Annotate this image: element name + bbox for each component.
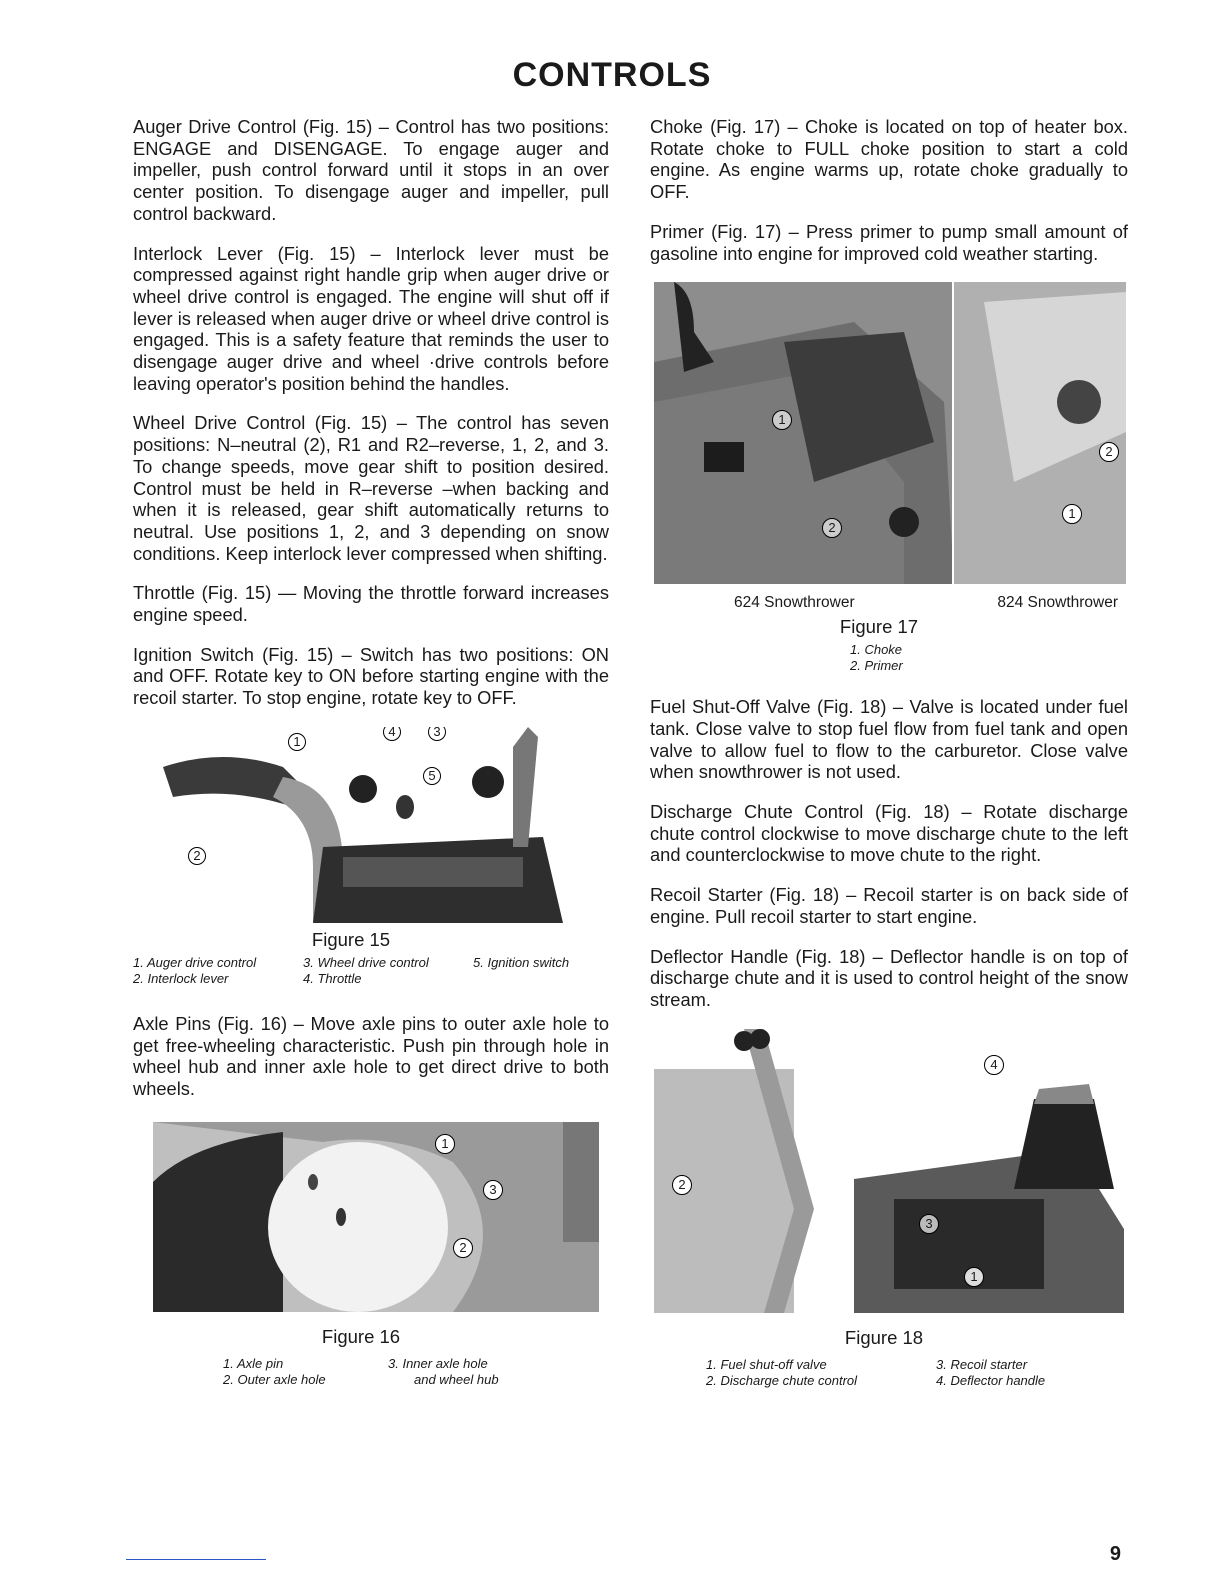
legend-item: 1. Fuel shut-off valve — [706, 1356, 827, 1372]
figure-15-photo — [143, 727, 573, 923]
discharge-chute-paragraph: Discharge Chute Control (Fig. 18) – Rotate discharge chute control clockwise to move discharge chute to the left and counterclockwise to move chute to the right. — [650, 801, 1128, 866]
callout-1: 1 — [1062, 504, 1082, 524]
figure-18-photo — [654, 1029, 1124, 1313]
figure-16-legend — [223, 1356, 609, 1388]
figure-17 — [650, 282, 1128, 674]
sub-label-824: 824 Snowthrower — [997, 594, 1118, 612]
figure-15 — [133, 727, 609, 987]
legend-item: 1. Choke — [850, 642, 903, 658]
figure-18 — [650, 1029, 1128, 1389]
legend-item: 3. Wheel drive control — [303, 954, 429, 970]
legend-item — [473, 971, 613, 987]
legend-item: 4. Throttle — [303, 970, 362, 986]
page-title: CONTROLS — [512, 56, 712, 94]
callout-2: 2 — [672, 1175, 692, 1195]
right-column — [650, 116, 1128, 1389]
wheel-drive-paragraph: Wheel Drive Control (Fig. 15) – The control has seven positions: N–neutral (2), R1 and R2–reverse, 1, 2, and 3. To change speeds, move gear shift to position desired. Control must be held in R–reverse –when backing and when it is released, gear shift automatically returns to neutral. Use positions 1, 2, and 3 depending on snow conditions. Keep interlock lever compressed when shifting. — [133, 412, 609, 564]
footer-divider — [126, 1559, 266, 1560]
figure-17-legend — [850, 642, 1128, 674]
callout-1: 1 — [288, 733, 306, 751]
legend-item: 4. Deflector handle — [936, 1372, 1046, 1388]
callout-2: 2 — [1099, 442, 1119, 462]
legend-item: 2. Primer — [850, 658, 903, 674]
callout-2: 2 — [822, 518, 842, 538]
auger-drive-paragraph: Auger Drive Control (Fig. 15) – Control has two positions: ENGAGE and DISENGAGE. To engage auger and impeller, push control forward until it stops in an over center position. To disengage auger and impeller, pull control backward. — [133, 116, 609, 224]
figure-18-caption: Figure 18 — [844, 1326, 924, 1348]
legend-item: 3. Recoil starter — [936, 1356, 1028, 1372]
legend-item: 2. Interlock lever — [133, 970, 229, 986]
callout-4: 4 — [984, 1055, 1004, 1075]
choke-paragraph: Choke (Fig. 17) – Choke is located on top of heater box. Rotate choke to FULL choke position to start a cold engine. As engine warms up, rotate choke gradually to OFF. — [650, 116, 1128, 203]
figure-15-caption: Figure 15 — [311, 928, 391, 950]
callout-4: 4 — [383, 727, 401, 741]
figure-17-sub-labels — [650, 594, 1128, 612]
sub-label-624: 624 Snowthrower — [734, 594, 855, 612]
legend-item: and wheel hub — [414, 1371, 499, 1387]
callout-2: 2 — [188, 847, 206, 865]
figure-17-photo — [654, 282, 1126, 584]
legend-item: 2. Discharge chute control — [706, 1372, 858, 1388]
auger-knob — [349, 775, 377, 803]
page-number: 9 — [1109, 1543, 1121, 1565]
left-column — [133, 116, 609, 1388]
fuel-shutoff-paragraph: Fuel Shut-Off Valve (Fig. 18) – Valve is located under fuel tank. Close valve to stop fuel flow from fuel tank and open valve to allow fuel to flow to the carburetor. Close valve when snowthrower is not used. — [650, 696, 1128, 783]
callout-1: 1 — [964, 1267, 984, 1287]
figure-16-caption: Figure 16 — [321, 1325, 401, 1347]
callout-3: 3 — [919, 1214, 939, 1234]
ignition-switch-paragraph: Ignition Switch (Fig. 15) – Switch has two positions: ON and OFF. Rotate key to ON before starting engine with the recoil starter. To stop engine, rotate key to OFF. — [133, 643, 609, 709]
interlock-lever-paragraph: Interlock Lever (Fig. 15) – Interlock lever must be compressed against right handle grip when auger drive or wheel drive control is engaged. The engine will shut off if lever is released when auger drive or wheel drive control is engaged. This is a safety feature that reminds the user to disengage auger drive and wheel ·drive controls before leaving operator's position behind the handles. — [133, 242, 609, 394]
throttle-paragraph: Throttle (Fig. 15) — Moving the throttle forward increases engine speed. — [133, 582, 609, 626]
legend-item: 5. Ignition switch — [473, 954, 570, 970]
callout-3: 3 — [428, 727, 446, 741]
deflector-handle-paragraph: Deflector Handle (Fig. 18) – Deflector handle is on top of discharge chute and it is used to control height of the snow stream. — [650, 945, 1128, 1010]
figure-16-photo — [153, 1122, 599, 1312]
figure-18-legend — [706, 1357, 1128, 1389]
axle-pins-paragraph: Axle Pins (Fig. 16) – Move axle pins to outer axle hole to get free-wheeling characteristic. Push pin through hole in wheel hub and inner axle hole to get direct drive to both wheels. — [133, 1012, 609, 1099]
figure-15-legend — [133, 955, 609, 987]
legend-item: 3. Inner axle hole — [388, 1355, 488, 1371]
right-lower-text — [650, 696, 1128, 1010]
figure-17-caption: Figure 17 — [839, 616, 919, 638]
legend-item: 2. Outer axle hole — [223, 1371, 326, 1387]
legend-item: 1. Axle pin — [223, 1355, 284, 1371]
callout-3: 3 — [483, 1180, 503, 1200]
legend-item: 1. Auger drive control — [133, 954, 257, 970]
callout-5: 5 — [423, 767, 441, 785]
callout-2: 2 — [453, 1238, 473, 1258]
recoil-starter-paragraph: Recoil Starter (Fig. 18) – Recoil starter is on back side of engine. Pull recoil starter to start engine. — [650, 884, 1128, 927]
figure-16 — [133, 1122, 609, 1388]
callout-1: 1 — [435, 1134, 455, 1154]
callout-1: 1 — [772, 410, 792, 430]
primer-paragraph: Primer (Fig. 17) – Press primer to pump small amount of gasoline into engine for improved cold weather starting. — [650, 220, 1128, 264]
